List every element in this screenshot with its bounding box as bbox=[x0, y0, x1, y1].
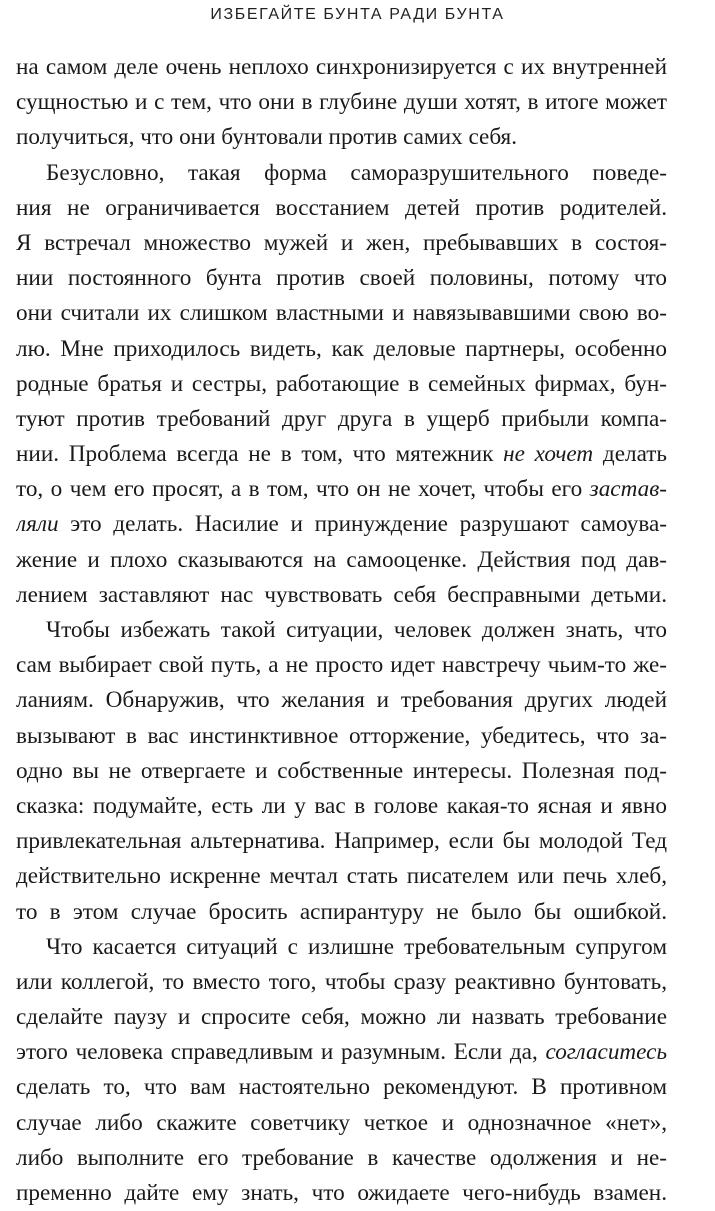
text-line: Что касается ситуаций с излишне требовательным супругом bbox=[46, 933, 667, 960]
text-segment: то, о чем его просят, а в том, что он не хочет, чтобы его bbox=[16, 476, 590, 503]
text-line: пременно дайте ему знать, что ожидаете чего-нибудь взамен. bbox=[16, 1180, 667, 1206]
text-line: лю. Мне приходилось видеть, как деловые партнеры, особенно bbox=[16, 335, 667, 362]
text-line: сущностью и с тем, что они в глубине души хотят, в итоге может bbox=[16, 89, 667, 116]
text-line bbox=[16, 437, 667, 472]
running-head: ИЗБЕГАЙТЕ БУНТА РАДИ БУНТА bbox=[210, 6, 505, 23]
text-segment: нии. Проблема всегда не в том, что мятежник bbox=[16, 441, 504, 468]
text-line: Безусловно, такая форма саморазрушительного поведе- bbox=[46, 159, 667, 186]
text-line: жение и плохо сказываются на самооценке. Действия под дав- bbox=[16, 546, 667, 573]
italic-phrase: застав- bbox=[589, 476, 667, 503]
text-line: получиться, что они бунтовали против самих себя. bbox=[16, 124, 517, 151]
text-line: случае либо скажите советчику четкое и однозначное «нет», bbox=[16, 1109, 667, 1136]
text-line bbox=[16, 1035, 667, 1070]
text-line: ланиям. Обнаружив, что желания и требования других людей bbox=[16, 687, 667, 714]
text-line: вызывают в вас инстинктивное отторжение, убедитесь, что за- bbox=[16, 722, 667, 749]
text-line: сделайте паузу и спросите себя, можно ли назвать требование bbox=[16, 1004, 667, 1031]
text-line: на самом деле очень неплохо синхронизируется с их внутренней bbox=[16, 54, 667, 80]
text-line: Я встречал множество мужей и жен, пребывавших в состоя- bbox=[16, 229, 667, 256]
text-segment: этого человека справедливым и разумным. Если да, bbox=[16, 1039, 546, 1066]
text-line: одно вы не отвергаете и собственные интересы. Полезная под- bbox=[16, 757, 667, 784]
italic-phrase: ляли bbox=[16, 511, 59, 538]
text-line: или коллегой, то вместо того, чтобы сразу реактивно бунтовать, bbox=[16, 968, 667, 995]
text-segment: это делать. Насилие и принуждение разрушают самоува- bbox=[58, 511, 667, 538]
text-segment: делать bbox=[593, 441, 667, 468]
text-line: лением заставляют нас чувствовать себя бесправными детьми. bbox=[16, 581, 667, 608]
text-line: привлекательная альтернатива. Например, если бы молодой Тед bbox=[16, 828, 667, 855]
italic-phrase: не хочет bbox=[503, 441, 594, 468]
text-line: действительно искренне мечтал стать писателем или печь хлеб, bbox=[16, 863, 667, 890]
text-line: сделать то, что вам настоятельно рекомендуют. В противном bbox=[16, 1074, 667, 1101]
text-line: родные братья и сестры, работающие в семейных фирмах, бун- bbox=[16, 370, 667, 397]
text-line: то в этом случае бросить аспирантуру не было бы ошибкой. bbox=[16, 898, 667, 925]
text-line bbox=[16, 472, 667, 507]
text-line: ния не ограничивается восстанием детей против родителей. bbox=[16, 194, 667, 221]
text-line: они считали их слишком властными и навязывавшими свою во- bbox=[16, 300, 667, 327]
body-text bbox=[16, 50, 667, 1211]
text-line bbox=[16, 507, 667, 542]
text-line: Чтобы избежать такой ситуации, человек должен знать, что bbox=[46, 617, 667, 643]
text-line: либо выполните его требование в качестве одолжения и не- bbox=[16, 1144, 667, 1171]
italic-phrase: согласитесь bbox=[545, 1039, 667, 1066]
text-line: сам выбирает свой путь, а не просто идет навстречу чьим-то же- bbox=[16, 652, 667, 679]
text-line: туют против требований друг друга в ущерб прибыли компа- bbox=[16, 405, 667, 432]
text-line: сказка: подумайте, есть ли у вас в голове какая-то ясная и явно bbox=[16, 792, 667, 819]
text-line: нии постоянного бунта против своей половины, потому что bbox=[16, 265, 667, 292]
